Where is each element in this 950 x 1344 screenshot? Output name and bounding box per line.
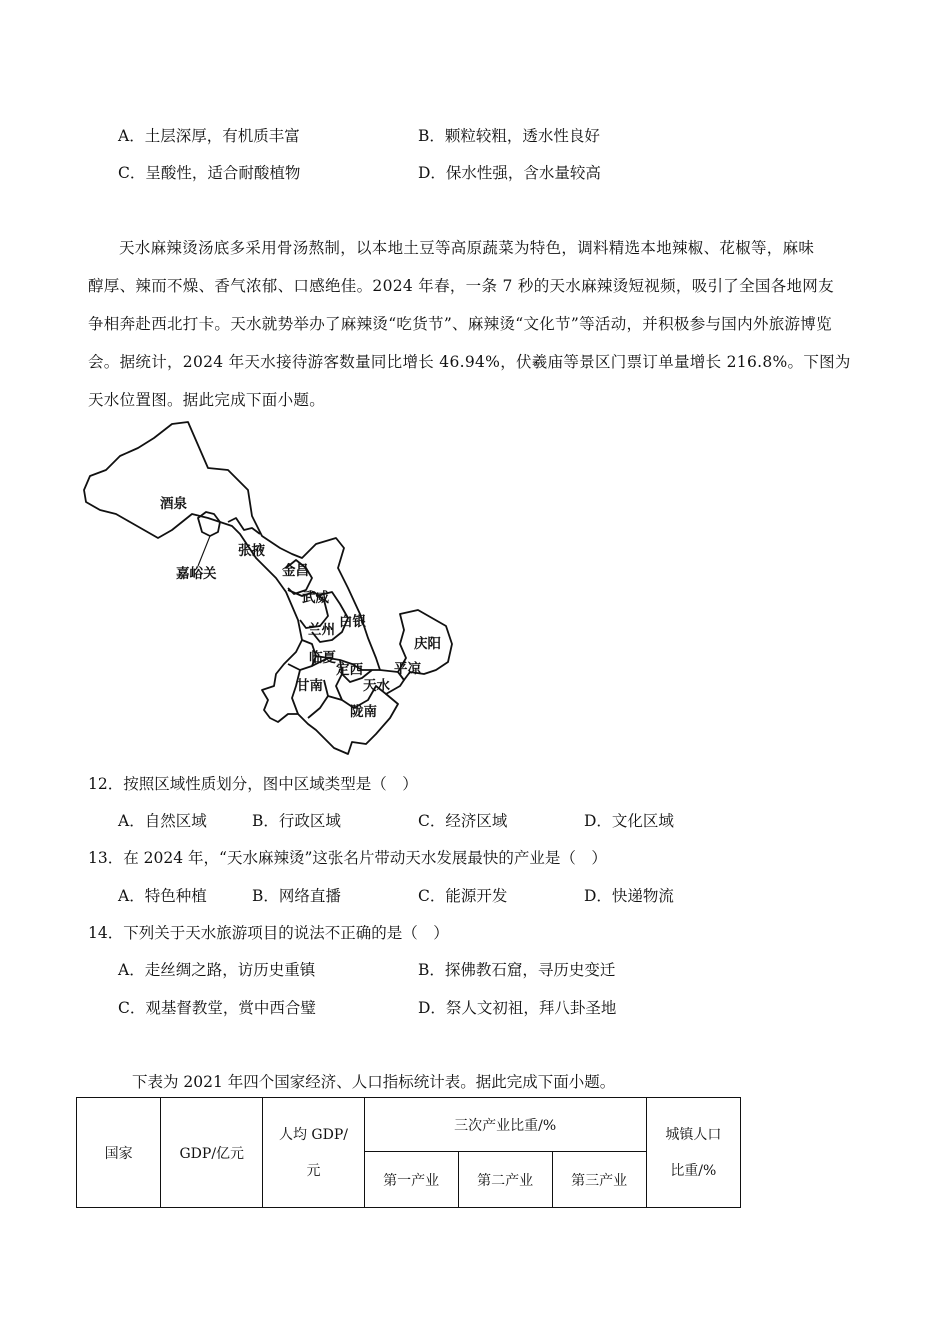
header-secondary-industry: 第二产业 xyxy=(458,1152,552,1208)
q12-option-a: A．自然区域 xyxy=(118,812,207,830)
passage-line: 天水位置图。据此完成下面小题。 xyxy=(88,391,326,409)
q13-option-d: D．快递物流 xyxy=(584,887,674,905)
map-label-jinchang: 金昌 xyxy=(282,563,309,579)
passage-line: 醇厚、辣而不燥、香气浓郁、口感绝佳。2024 年春，一条 7 秒的天水麻辣烫短视频，吸引了全国各地网友 xyxy=(88,277,834,295)
q11-option-d: D．保水性强，含水量较高 xyxy=(418,164,601,182)
q14-option-c: C．观基督教堂，赏中西合璧 xyxy=(118,999,316,1017)
q12-option-b: B．行政区域 xyxy=(252,812,341,830)
map-label-jiayuguan: 嘉峪关 xyxy=(176,566,217,582)
header-gdp: GDP/亿元 xyxy=(161,1098,263,1208)
q14-option-b: B．探佛教石窟，寻历史变迁 xyxy=(418,961,616,979)
header-primary-industry: 第一产业 xyxy=(364,1152,458,1208)
q14-option-d: D．祭人文初祖，拜八卦圣地 xyxy=(418,999,617,1017)
map-label-tianshui: 天水 xyxy=(363,678,390,694)
header-urban-population: 城镇人口 比重/% xyxy=(646,1098,740,1208)
passage-line: 争相奔赴西北打卡。天水就势举办了麻辣烫“吃货节”、麻辣烫“文化节”等活动，并积极参与国内外旅游博览 xyxy=(88,315,832,333)
country-stats-table xyxy=(76,1097,741,1208)
q12-option-c: C．经济区域 xyxy=(418,812,508,830)
q14-option-a: A．走丝绸之路，访历史重镇 xyxy=(118,961,316,979)
map-label-pingliang: 平凉 xyxy=(394,661,421,677)
q13-option-a: A．特色种植 xyxy=(118,887,207,905)
map-label-longnan: 陇南 xyxy=(350,704,377,720)
passage-line: 会。据统计，2024 年天水接待游客数量同比增长 46.94%，伏羲庙等景区门票订单量增长 216.8%。下图为 xyxy=(88,353,851,371)
map-label-linxia: 临夏 xyxy=(309,650,336,666)
q12-option-d: D．文化区域 xyxy=(584,812,674,830)
map-label-qingyang: 庆阳 xyxy=(414,636,441,652)
map-label-gannan: 甘南 xyxy=(296,678,323,694)
passage-line: 天水麻辣烫汤底多采用骨汤熬制，以本地土豆等高原蔬菜为特色，调料精选本地辣椒、花椒等，麻味 xyxy=(119,239,815,257)
header-industry-share: 三次产业比重/% xyxy=(364,1098,646,1152)
map-label-dingxi: 定西 xyxy=(336,662,363,678)
table-intro: 下表为 2021 年四个国家经济、人口指标统计表。据此完成下面小题。 xyxy=(132,1073,616,1091)
header-country: 国家 xyxy=(77,1098,161,1208)
q11-option-b: B．颗粒较粗，透水性良好 xyxy=(418,127,600,145)
q13-option-c: C．能源开发 xyxy=(418,887,508,905)
map-label-baiyin: 白银 xyxy=(339,614,366,630)
q11-option-c: C．呈酸性，适合耐酸植物 xyxy=(118,164,301,182)
tianshui-location-map xyxy=(80,418,460,758)
header-gdp-per-capita: 人均 GDP/ 元 xyxy=(263,1098,364,1208)
map-label-lanzhou: 兰州 xyxy=(308,622,335,638)
q13-option-b: B．网络直播 xyxy=(252,887,341,905)
passage xyxy=(88,229,868,419)
header-tertiary-industry: 第三产业 xyxy=(552,1152,646,1208)
map-label-jiuquan: 酒泉 xyxy=(160,496,187,512)
q14-stem: 14．下列关于天水旅游项目的说法不正确的是（ ） xyxy=(88,924,449,942)
q11-option-a: A．土层深厚，有机质丰富 xyxy=(118,127,300,145)
q12-stem: 12．按照区域性质划分，图中区域类型是（ ） xyxy=(88,775,418,793)
q13-stem: 13．在 2024 年，“天水麻辣烫”这张名片带动天水发展最快的产业是（ ） xyxy=(88,849,607,867)
map-label-zhangye: 张掖 xyxy=(238,543,265,559)
map-jiayuguan-outline xyxy=(198,512,220,536)
map-label-wuwei: 武威 xyxy=(302,590,329,606)
